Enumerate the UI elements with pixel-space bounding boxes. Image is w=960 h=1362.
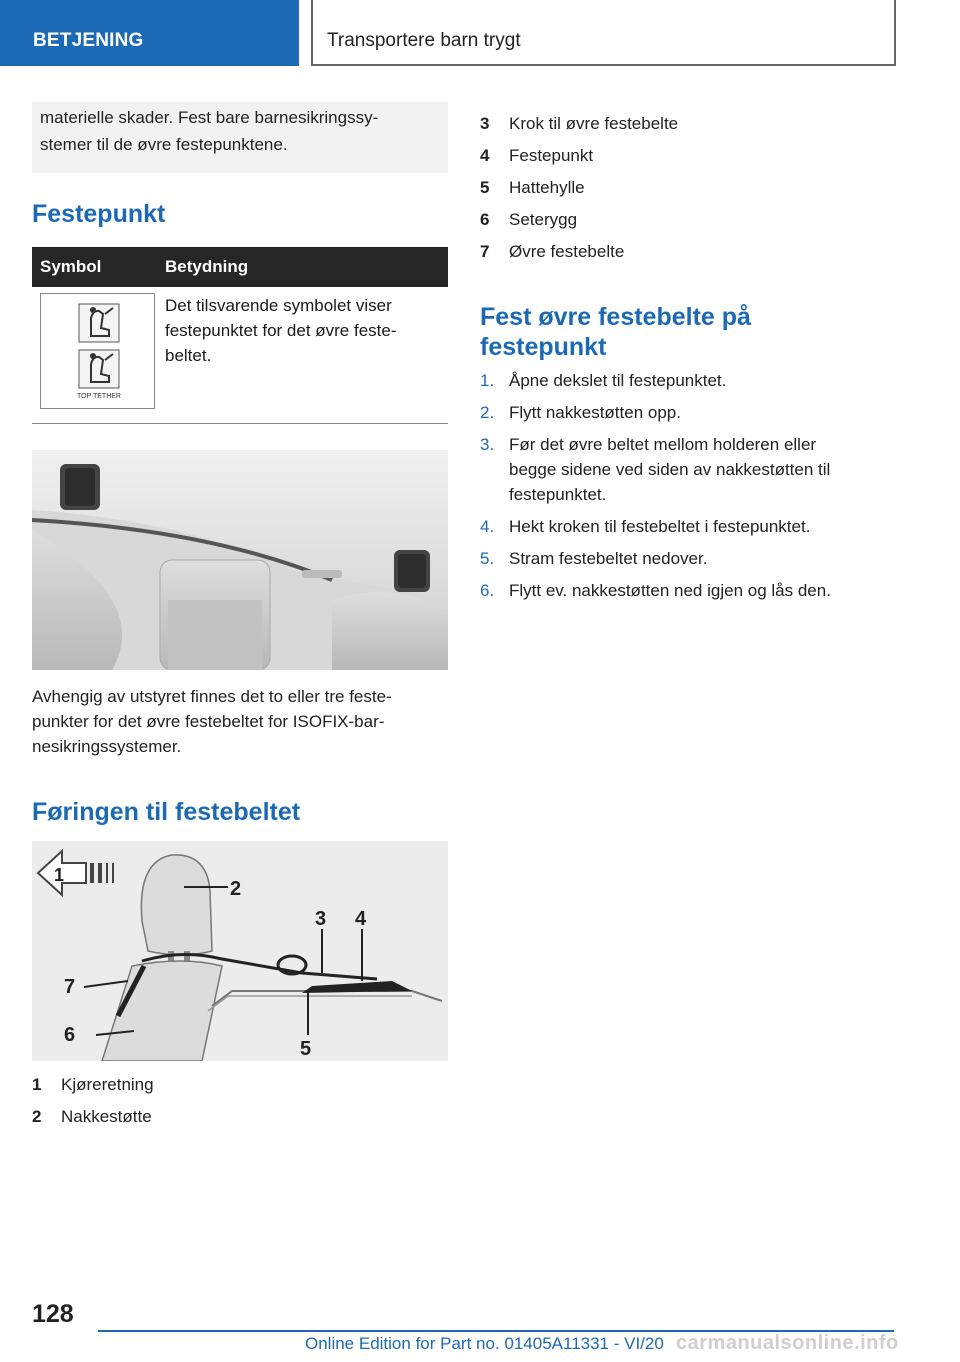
list-item (480, 140, 920, 172)
meaning-line-3: beltet. (165, 346, 212, 365)
note-line-2: stemer til de øvre festepunktene. (40, 135, 288, 154)
paragraph-line-3: nesikringssystemer. (32, 736, 182, 756)
meaning-line-2: festepunktet for det øvre feste- (165, 321, 397, 340)
diagram-label-5: 5 (300, 1037, 312, 1060)
legend-text: Kjøreretning (61, 1074, 154, 1094)
legend-number: 7 (480, 242, 490, 261)
legend-number: 5 (480, 178, 490, 197)
note-line-1: materielle skader. Fest bare barnesikringssy- (40, 108, 379, 127)
legend-text: Festepunkt (509, 146, 594, 165)
watermark: carmanualsonline.info (676, 1332, 899, 1354)
heading-festepunkt: Festepunkt (32, 200, 166, 228)
list-item (480, 578, 920, 603)
top-tether-symbol-icon (40, 293, 155, 409)
diagram-label-3: 3 (315, 907, 327, 930)
legend-text: Nakkestøtte (61, 1106, 152, 1126)
legend-number: 6 (480, 210, 490, 229)
diagram-label-2: 2 (230, 877, 242, 900)
step-number: 5. (480, 549, 495, 568)
step-text: Hekt kroken til festebeltet i festepunktet. (509, 517, 811, 536)
heading-line-1: Fest øvre festebelte på (480, 303, 751, 331)
legend-number: 3 (480, 114, 490, 133)
diagram-label-6: 6 (64, 1023, 76, 1046)
list-item (480, 368, 920, 393)
step-text: Åpne dekslet til festepunktet. (509, 371, 727, 390)
chapter-box (311, 0, 896, 66)
meaning-line-1: Det tilsvarende symbolet viser (165, 296, 392, 315)
paragraph-line-2: punkter for det øvre festebeltet for ISOFIX-bar- (32, 711, 385, 731)
legend-text: Krok til øvre festebelte (509, 114, 679, 133)
legend-number: 4 (480, 146, 490, 165)
step-text: Flytt nakkestøtten opp. (509, 403, 681, 422)
list-item (480, 546, 920, 571)
legend-left (32, 1069, 448, 1133)
section-tab (0, 0, 299, 66)
list-item (480, 432, 920, 507)
step-number: 4. (480, 517, 495, 536)
paragraph-anchor-info (32, 684, 448, 759)
meaning-cell (155, 287, 448, 423)
table-row (32, 287, 448, 423)
diagram-label-1: 1 (54, 864, 65, 885)
heading-line-2: festepunkt (480, 333, 607, 361)
warning-note (32, 102, 448, 173)
anchor-points-photo (32, 450, 448, 670)
list-item (480, 108, 920, 140)
legend-text: Hattehylle (509, 178, 585, 197)
symbol-cell (32, 287, 155, 423)
chapter-title: Transportere barn trygt (327, 30, 521, 51)
step-line: Før det øvre beltet mellom holderen eller (509, 435, 817, 454)
legend-text: Øvre festebelte (509, 242, 625, 261)
heading-foringen: Føringen til festebeltet (32, 797, 301, 826)
col-header-symbol: Symbol (32, 247, 155, 287)
page-number: 128 (32, 1300, 74, 1328)
section-title: BETJENING (33, 30, 144, 51)
legend-number: 2 (32, 1106, 42, 1126)
list-item (480, 172, 920, 204)
step-number: 6. (480, 581, 495, 600)
symbol-table (32, 247, 448, 424)
step-number: 3. (480, 435, 495, 454)
step-text: Flytt ev. nakkestøtten ned igjen og lås den. (509, 581, 831, 600)
heading-fest-ovre (480, 302, 920, 362)
step-line: begge sidene ved siden av nakkestøtten til (509, 460, 831, 479)
legend-text: Seterygg (509, 210, 578, 229)
step-number: 2. (480, 403, 495, 422)
list-item (480, 400, 920, 425)
step-line: festepunktet. (509, 485, 607, 504)
list-item (480, 236, 920, 268)
list-item (32, 1101, 448, 1133)
diagram-label-4: 4 (355, 907, 367, 930)
step-number: 1. (480, 371, 495, 390)
list-item (480, 204, 920, 236)
belt-routing-diagram (32, 841, 448, 1061)
steps-list (480, 368, 920, 603)
col-header-meaning: Betydning (155, 247, 448, 287)
right-column (480, 108, 920, 610)
legend-right (480, 108, 920, 268)
list-item (480, 514, 920, 539)
diagram-label-7: 7 (64, 975, 76, 998)
step-text (509, 432, 830, 507)
page-header (0, 0, 960, 66)
step-text: Stram festebeltet nedover. (509, 549, 708, 568)
left-column (32, 102, 448, 1133)
paragraph-line-1: Avhengig av utstyret finnes det to eller tre feste- (32, 686, 392, 706)
legend-number: 1 (32, 1074, 42, 1094)
edition-text: Online Edition for Part no. 01405A11331 - VI/20 (305, 1334, 664, 1353)
symbol-caption: TOP TETHER (77, 393, 121, 400)
list-item (32, 1069, 448, 1101)
